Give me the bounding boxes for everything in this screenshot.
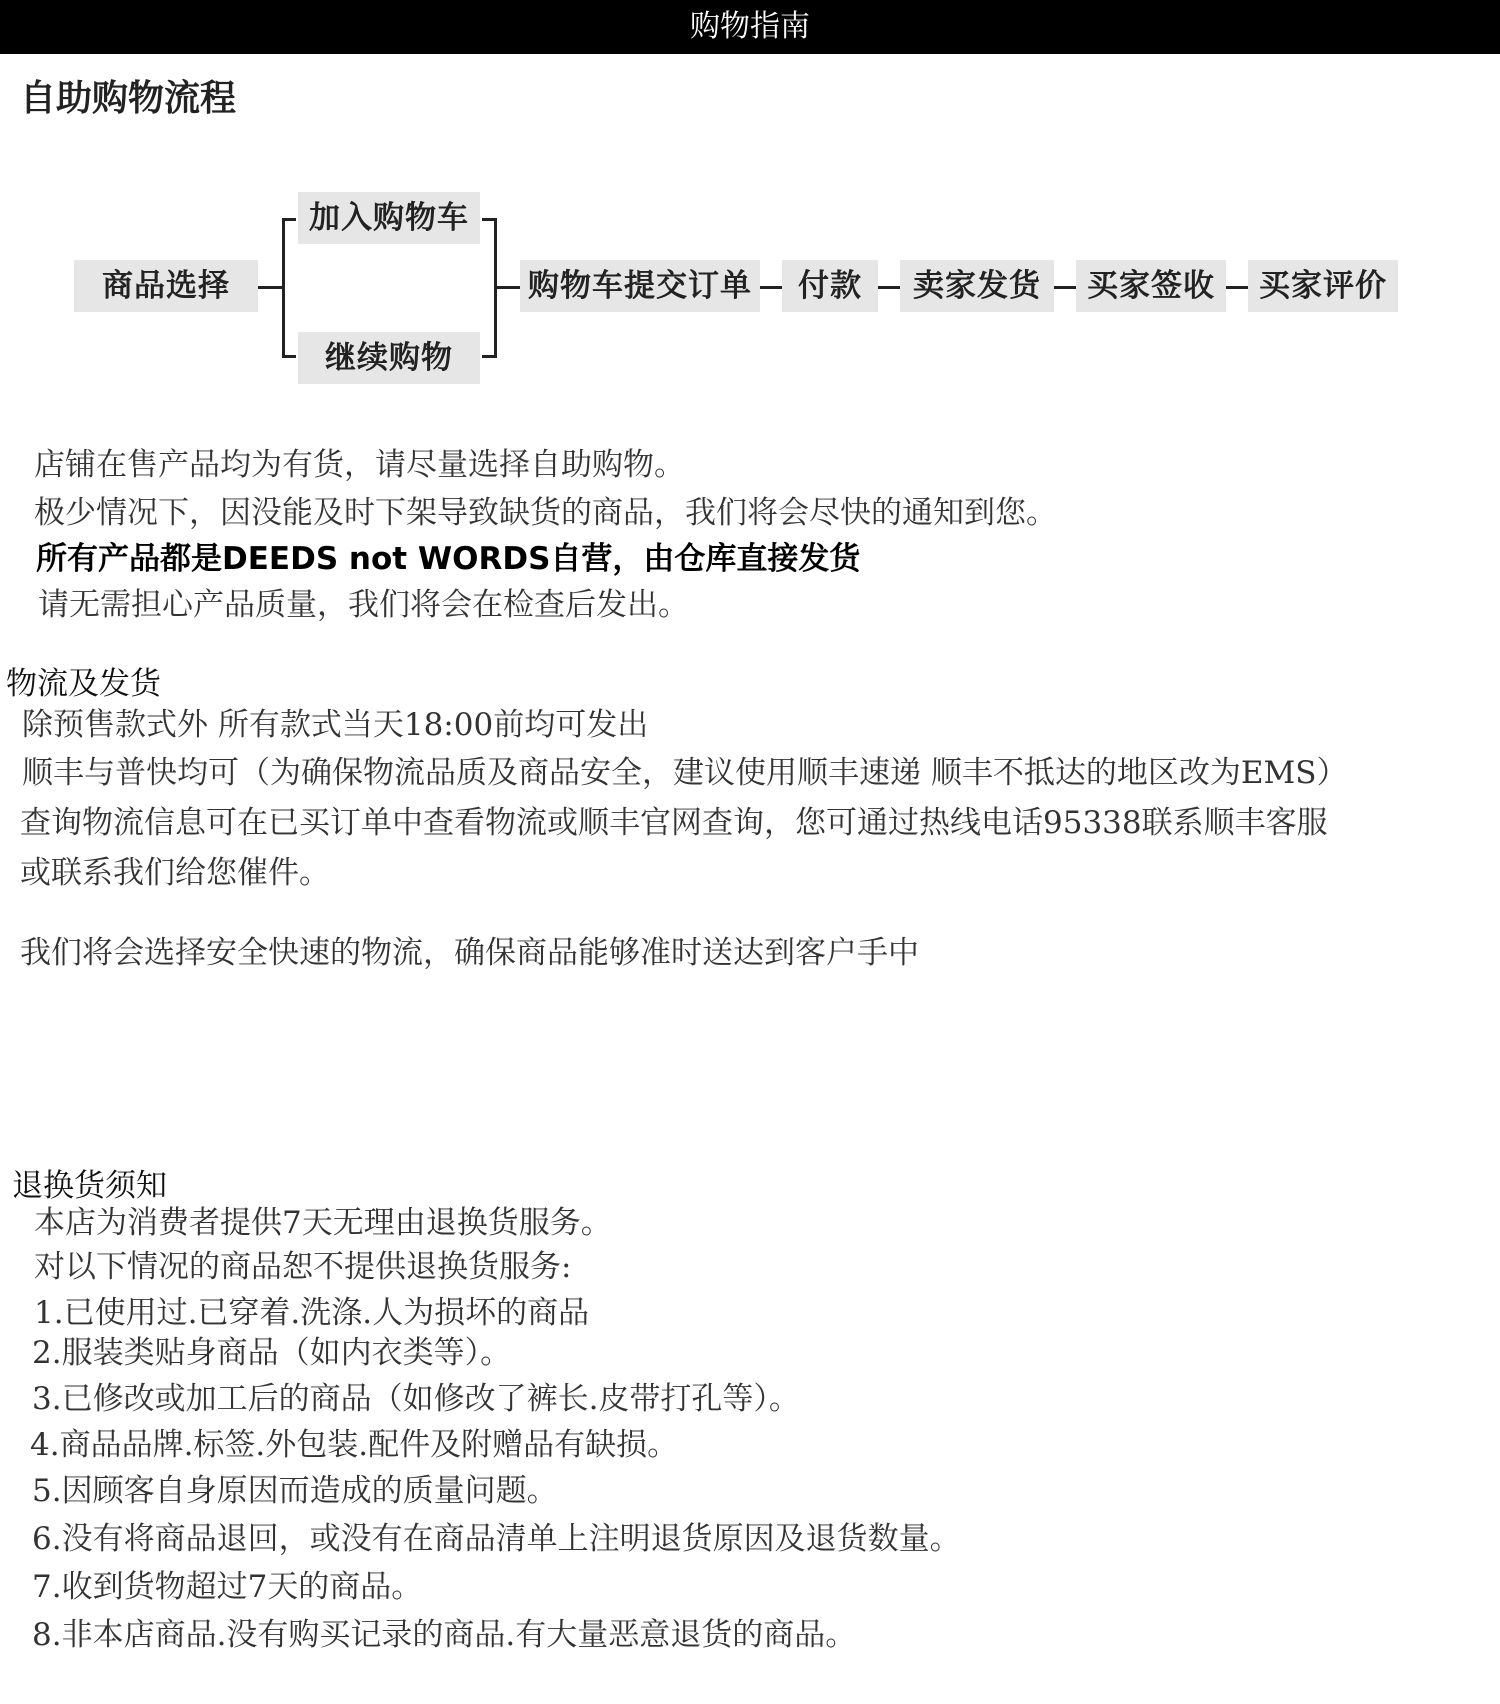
returns-line-1: 本店为消费者提供7天无理由退换货服务。 xyxy=(34,1205,612,1241)
intro-line-2: 极少情况下，因没能及时下架导致缺货的商品，我们将会尽快的通知到您。 xyxy=(34,495,1057,531)
intro-line-3: 所有产品都是DEEDS not WORDS自营，由仓库直接发货 xyxy=(36,541,861,577)
return-rule-7: 7.收到货物超过7天的商品。 xyxy=(32,1569,423,1605)
shipping-heading: 物流及发货 xyxy=(6,666,161,702)
shipping-line-3: 查询物流信息可在已买订单中查看物流或顺丰官网查询，您可通过热线电话95338联系顺丰客服 xyxy=(20,805,1328,841)
shipping-line-4: 或联系我们给您催件。 xyxy=(20,855,330,891)
intro-line-4: 请无需担心产品质量，我们将会在检查后发出。 xyxy=(38,587,689,623)
step-review: 买家评价 xyxy=(1248,260,1398,312)
return-rule-4: 4.商品品牌.标签.外包装.配件及附赠品有缺损。 xyxy=(30,1427,679,1463)
connector-pay xyxy=(760,286,782,289)
bracket-left-bottom xyxy=(282,355,296,358)
connector-review xyxy=(1226,286,1248,289)
shipping-line-2: 顺丰与普快均可（为确保物流品质及商品安全，建议使用顺丰速递 顺丰不抵达的地区改为EMS） xyxy=(22,755,1348,791)
page-title: 购物指南 xyxy=(690,9,810,44)
shipping-line-1: 除预售款式外 所有款式当天18:00前均可发出 xyxy=(22,707,649,743)
shopping-flow-diagram xyxy=(0,180,1500,410)
return-rule-8: 8.非本店商品.没有购买记录的商品.有大量恶意退货的商品。 xyxy=(32,1617,857,1653)
return-rule-6: 6.没有将商品退回，或没有在商品清单上注明退货原因及退货数量。 xyxy=(32,1521,961,1557)
step-ship: 卖家发货 xyxy=(900,260,1054,312)
return-rule-3: 3.已修改或加工后的商品（如修改了裤长.皮带打孔等）。 xyxy=(32,1381,800,1417)
connector-receive xyxy=(1054,286,1076,289)
return-rule-5: 5.因顾客自身原因而造成的质量问题。 xyxy=(32,1473,558,1509)
return-rule-1: 1.已使用过.已穿着.洗涤.人为损坏的商品 xyxy=(34,1295,590,1331)
connector-ship xyxy=(878,286,900,289)
step-receive: 买家签收 xyxy=(1076,260,1226,312)
returns-line-2: 对以下情况的商品恕不提供退换货服务: xyxy=(34,1249,572,1285)
shipping-line-5: 我们将会选择安全快速的物流，确保商品能够准时送达到客户手中 xyxy=(20,935,919,971)
connector-submit xyxy=(494,286,520,289)
intro-line-1: 店铺在售产品均为有货，请尽量选择自助购物。 xyxy=(34,447,685,483)
returns-heading: 退换货须知 xyxy=(12,1168,167,1204)
step-pay: 付款 xyxy=(782,260,878,312)
bracket-left-vertical xyxy=(282,218,285,358)
step-add-to-cart: 加入购物车 xyxy=(298,192,480,244)
connector-select xyxy=(258,286,284,289)
bracket-left-top xyxy=(282,218,296,221)
step-select: 商品选择 xyxy=(74,260,258,312)
page-header xyxy=(0,0,1500,54)
flow-title: 自助购物流程 xyxy=(20,78,237,119)
step-submit-order: 购物车提交订单 xyxy=(520,260,760,312)
return-rule-2: 2.服装类贴身商品（如内衣类等）。 xyxy=(32,1335,512,1371)
step-continue-shopping: 继续购物 xyxy=(298,332,480,384)
